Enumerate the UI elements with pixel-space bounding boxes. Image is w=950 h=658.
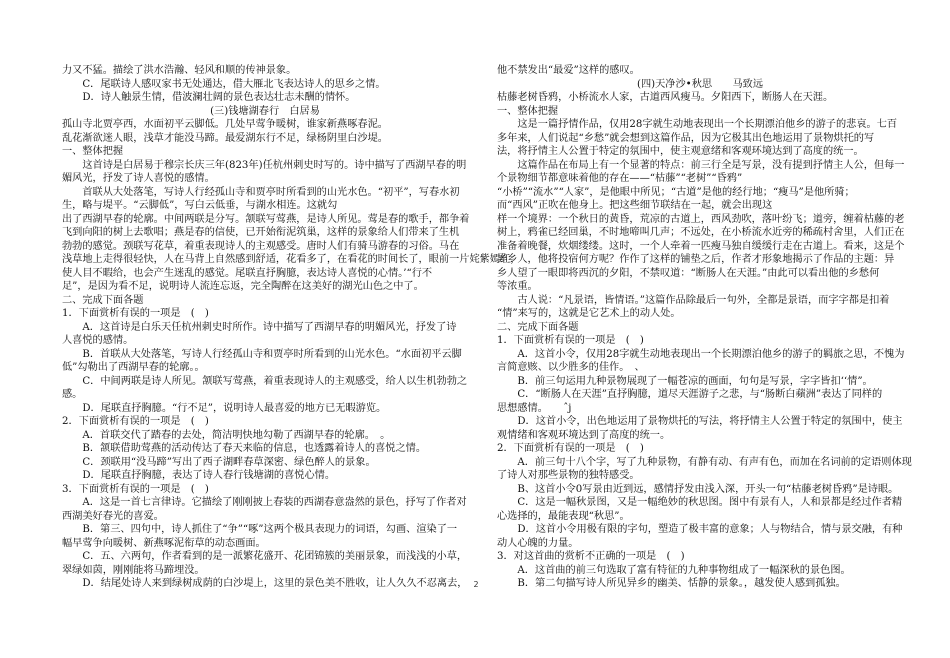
section-heading: 一、整体把握 (497, 105, 559, 117)
text-line: 人喜悦的感情。 (62, 335, 134, 346)
question-option: A．这首小令，仅用28字就生动地表现出一个长期漂泊他乡的游子的羁旅之思，不愧为 (497, 348, 905, 360)
text-line: 足”，是因为看不足，说明诗人流连忘返，完全陶醉在这美好的湖光山色之中了。 (62, 281, 424, 292)
text-line: D．诗人触景生情，借波澜壮阔的景色表达壮志未酬的情怀。 (62, 92, 356, 103)
text-line: “小桥”“流水”“人家”，是他眼中所见；“古道”是他的经行地；“瘦马”是他所骑； (497, 186, 855, 198)
question-option: D．结尾处诗人来到绿树成荫的白沙堤上，这里的景色美不胜收，让人久久不忍离去， (62, 578, 468, 589)
text-line: 这篇作品在布局上有一个显著的特点：前三行全是写景，没有提到抒情主人公，但每一 (497, 159, 905, 171)
section-heading: 二、完成下面各题 (497, 321, 579, 333)
question-stem: 2．下面赏析有误的一项是 ( ) (62, 416, 209, 427)
question-option: A．这首诗是白乐天任杭州刺史时所作。诗中描写了西湖早春的明媚风光，抒发了诗 (62, 321, 457, 333)
text-line: 翠绿如茵，刚刚能将马蹄埋没。 (62, 564, 205, 576)
text-line: 动人心魄的力量。 (497, 537, 579, 549)
poem-line: 乱花渐欲迷人眼，浅草才能没马蹄。最爱湖东行不足，绿杨阴里白沙堤。 (62, 132, 388, 144)
question-option: C．这是一幅秋景图，又是一幅绝妙的秋思图。图中有景有人，人和景都是经过作者精 (497, 497, 903, 508)
question-option: A．这首曲的前三句选取了富有特征的九种事物组成了一幅深秋的景色图。 (497, 564, 851, 576)
question-stem: 3．下面赏析有误的一项是 ( ) (62, 483, 209, 495)
text-line: 这是一篇抒情作品，仅用28字就生动地表现出一个长期漂泊他乡的游子的悲哀。七百 (497, 119, 898, 130)
poem-line: 枯藤老树昏鸦，小桥流水人家，古道西风瘦马。夕阳西下，断肠人在天涯。 (497, 92, 834, 103)
question-option: D．尾联直抒胸臆，表达了诗人春行钱塘湖的喜悦心情。 (62, 470, 336, 481)
text-line: 首联从大处落笔，写诗人行经孤山寺和贾亭时所看到的山光水色。“初平”，写春水初 (62, 186, 460, 198)
text-line: 使人目不暇给，也会产生迷乱的感觉。尾联直抒胸臆，表达诗人喜悦的心情。’“行不 (62, 267, 433, 279)
question-stem: 1．下面赏析有误的一项是 ( ) (62, 308, 209, 319)
text-line: 言简意赅、以少胜多的佳作。 、 (497, 362, 645, 373)
text-line: 而“西风”正吹在他身上。把这些细节联结在一起，就会出现这 (497, 200, 773, 211)
text-line: 低”勾勒出了西湖早春的轮廓。。 (62, 362, 205, 373)
section-heading: 一、整体把握 (62, 146, 124, 157)
question-option: B、这首小令0写景由近到远，感情抒发由浅入深，开头一句“枯藤老树昏鸦”是诗眼。 (497, 483, 899, 495)
text-line: 媚风光，抒发了诗人喜悦的感情。 (62, 173, 215, 184)
question-option: B．第二句描写诗人所见异乡的幽美、恬静的景象。，越发使人感到孤独。 (497, 578, 846, 589)
text-line: 个景物细节都意味着他的存在——“枯藤”“老树”“昏鸦” (497, 173, 743, 184)
question-option: D．这首小令用极有限的字句，塑造了极丰富的意象；人与物结合，情与景交融，有种 (497, 524, 903, 535)
question-stem: 2．下面赏析有误的一项是 ( ) (497, 443, 644, 454)
text-line: 力又不猛。描绘了洪水浩瀚、轻风和顺的传神景象。 (62, 65, 297, 76)
text-line: 西湖美好春光的喜爱。 (62, 510, 164, 522)
text-line: 古人说：“凡景语，皆情语。”这篇作品除最后一句外，全都是景语，而字字都是扣着 (497, 294, 890, 306)
poem-title: (三)钱塘湖春行 白居易 (210, 105, 320, 117)
question-option: B．第三、四句中，诗人抓住了“争”“啄”这两个极具表现力的词语，勾画、渲染了一 (62, 524, 458, 535)
text-line: 乡人望了一眼即将西沉的夕阳，不禁叹道：“断肠人在天涯。”由此可以看出他的乡愁何 (497, 267, 880, 279)
text-line: 准备着晚餐，炊烟缕缕。这时，一个人牵着一匹瘦马独自缓缓行走在古道上。看来，这是个 (497, 240, 905, 252)
text-line: 心选择的，最能表现“秋思”。 (497, 510, 630, 522)
question-option: B．前三句运用九种景物展现了一幅苍凉的画面，句句是写景，字字皆扣‘‘情”。 (497, 375, 873, 387)
question-option: D．这首小令，出色地运用了景物烘托的写法，将抒情主人公置于特定的氛围中，使主 (497, 416, 903, 427)
text-line: 树上，鸦雀已经回巢，不时地啼叫几声；不远处，在小桥流水近旁的稀疏村舍里，人们正在 (497, 227, 905, 238)
text-line: 多年来，人们说起“乡愁”就会想到这篇作品，因为它极其出色地运用了景物烘托的写 (497, 132, 875, 144)
text-line: 感。 (62, 389, 83, 400)
text-line: 他不禁发出“最爱”这样的感叹。 (497, 65, 640, 76)
text-line: 勃勃的感觉。颈联写花草，着重表现诗人的主观感受。唐时人们有骑马游春的习俗。马在 (62, 240, 460, 252)
page-number: 2 (473, 580, 479, 589)
question-option: C．颈联用“没马蹄”写出了西子湖畔春草深密、绿色醉人的景象。 (62, 456, 376, 468)
text-line: 幅早莺争向暖树、新燕啄泥衔草的动态画面。 (62, 537, 266, 549)
question-option: D．尾联直抒胸臆。“行不足”，说明诗人最喜爱的地方已无暇游览。 (62, 402, 387, 414)
question-option: A．首联交代了踏春的去处，简洁明快地勾勒了西湖早春的轮廓。 。 (62, 429, 391, 441)
right-column (497, 64, 912, 591)
poem-line: 孤山寺北贾亭西，水面初平云脚低。几处早莺争暖树，谁家新燕啄春泥。 (62, 119, 388, 130)
text-line: 等浓重。 (497, 281, 538, 292)
question-option: C．中间两联是诗人所见。颔联写莺燕，着重表现诗人的主观感受，给人以生机勃勃之 (62, 375, 468, 387)
question-stem: 3．对这首曲的赏析不正确的一项是 ( ) (497, 551, 685, 562)
text-line: 生，略与堤平。“云脚低”，写白云低垂，与湖水相连。这就勾 (62, 200, 338, 211)
text-line: “情”来写的，这就是它艺术上的动人处。 (497, 308, 681, 319)
question-stem: 1．下面赏析有误的一项是 ( ) (497, 335, 644, 346)
section-heading: 二、完成下面各题 (62, 294, 144, 306)
text-line: 样一个境界：一个秋日的黄昏，荒凉的古道上，西风劲吹，落叶纷飞；道旁，缠着枯藤的老 (497, 213, 905, 225)
poem-title: (四)天净沙•秋思 马致远 (636, 78, 764, 90)
question-option: C．五、六两句，作者看到的是一派繁花盛开、花团锦簇的美丽景象，而浅浅的小草， (62, 551, 468, 562)
text-line: 浅草地上走得很轻快，人在马背上自然感到舒适，花看多了，在看花的时间长了，眼前一片姹紫嫣红， (62, 254, 521, 265)
question-option: A．这是一首七言律诗。它描绘了刚刚披上春装的西湖春意盎然的景色，抒写了作者对 (62, 497, 467, 508)
text-line: C．尾联诗人感叹家书无处通达，借大雁北飞表达诗人的思乡之情。 (62, 78, 386, 90)
text-line: 了诗人对那些景物的独特感受。 (497, 470, 640, 481)
question-option: B．颔联借助莺燕的活动传达了春天来临的信息，也透露着诗人的喜悦之情。 (62, 443, 427, 454)
question-option: B．首联从大处落笔，写诗人行经孤山寺和贾亭时所看到的山光水色。“水面初平云脚 (62, 348, 462, 360)
text-line: 这首诗是白居易于穆宗长庆三年(823年)任杭州刺史时写的。诗中描写了西湖早春的明 (62, 159, 467, 171)
text-line: 思想感情。 ˆj (497, 402, 572, 414)
text-line: 出了西湖早春的轮廓。中间两联是分写。颔联写莺燕，是诗人所见。莺是春的歌手，都争着 (62, 213, 470, 225)
question-option: C．“断肠人在天涯”直抒胸臆，道尽天涯游子之悲，与“肠断白蘋洲”表达了同样的 (497, 389, 883, 400)
text-line: 观情绪和客观环境达到了高度的统一。 (497, 429, 671, 441)
text-line: 飞到向阳的树上去歌唱；燕是春的信使，已开始衔泥筑巢，这样的景象给人们带来了生机 (62, 227, 460, 238)
text-line: 法，将抒情主人公置于特定的氛围中，使主观意绪和客观环境达到了高度的统一。 (497, 146, 864, 157)
text-line: 异乡人，他将投宿何方呢？作作了这样的铺垫之后，作者才形象地揭示了作品的主题：异 (497, 254, 895, 265)
question-option: A．前三句十八个字，写了九种景物，有静有动、有声有色，而加在名词前的定语则体现 (497, 456, 912, 468)
